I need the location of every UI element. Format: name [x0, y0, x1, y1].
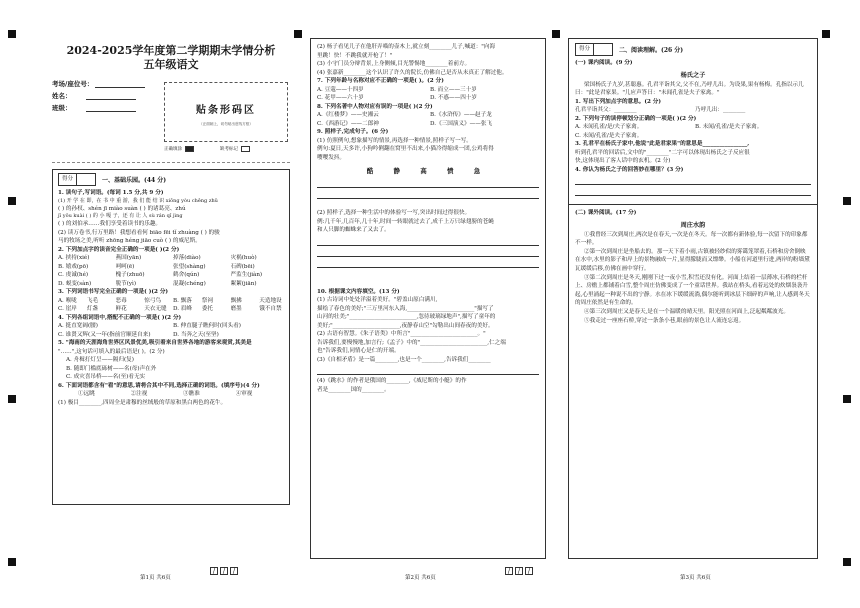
registration-mark — [822, 30, 830, 38]
answer-line[interactable] — [317, 248, 539, 257]
pinyin-line: jī yǒu kuài ( ) 的 小 嘎 子，还 有 让 人 sù rán qǐ jìng — [58, 213, 183, 219]
page-2-footer: 第2页 共6页 — [405, 575, 436, 581]
registration-mark — [8, 30, 16, 38]
slash-box-icon: / — [515, 567, 523, 575]
passage-1-question-1: 1. 写出下列加点字的意思。(2 分) — [575, 98, 662, 105]
question-line: 山河的壮美;"________________________,忽待玻璃绿地声",描写了童年的 — [317, 314, 496, 320]
question-line: 听到孔君平的回话后,文中的"________"二字可以体现出杨氏之子反应很 — [575, 149, 750, 156]
question-3-title: 3. 下列词语书写完全正确的一项是( )(2 分) — [58, 289, 169, 295]
registration-mark — [843, 395, 851, 403]
question-10-title: 10. 根据课文内容填空。(13 分) — [317, 288, 400, 295]
check-marks — [210, 567, 238, 575]
question-line: (2) 杨子看见儿子在他肝弄喵的壶木上,就立刻________儿子,喊道："向海 — [317, 44, 496, 50]
question-line: (1) 极目________,四周全是肃穆的丝绒般的草原和黑白两色的花牛。 — [58, 399, 227, 406]
question-line: 里跳！快！不跳我就开枪了！" — [317, 52, 393, 59]
page-1-column — [52, 40, 290, 570]
section-1-heading: 一、基础乐园。(44 分) — [102, 177, 167, 184]
score-entry[interactable] — [594, 44, 612, 55]
option-row: C. 崖岸 灯盏 鲜花 天衣无缝 D. 眉峰 委托 磨墨 饿不自禁 — [58, 306, 282, 312]
slash-box-icon: / — [505, 567, 513, 575]
question-4-title: 4. 下列各组词语中,搭配不正确的一项是( )(2 分) — [58, 314, 182, 321]
option-line: C. 成灾喜吊桥——名(至)看无实 — [66, 374, 146, 380]
question-line: 例:几千年,几百年,几十年,时间一转眼就过去了,成千上万只绿翅膀的苍蝇 — [317, 218, 494, 225]
passage-paragraph: ②第一次到周庄是坐船去的。那一天下着小雨,古镇被轻纱似的雾霭笼罩着,石桥和房舍倒映在水中,水里的影子和岸上的景物融成一片,显得朦胧而又缥缈。小船在河道里行进,两岸的粉墙黛瓦缓缓后移,仿佛在画中穿行。 — [575, 248, 810, 273]
page-3-footer: 第3页 共6页 — [680, 575, 711, 581]
passage-1-text: 梁国杨氏子九岁,甚聪惠。孔君平诣其父,父不在,乃呼儿出。为设果,果有杨梅。孔指以示儿曰："此是君家果。"儿应声答曰："未闻孔雀是夫子家禽。" — [575, 81, 804, 97]
question-7-title: 7. 下列年龄与名称对应不正确的一项是( )。(2 分) — [317, 78, 444, 84]
question-line: (3) 小守门员分辩背景,上身侧倾,目光警惕地________着前方。 — [317, 61, 471, 67]
option-row: A. 喉咙 飞毛 恶毒 惊弓鸟 B. 飘落 祭祠 飘拂 天造地设 — [58, 297, 282, 304]
option-row: C. 花甲——六十岁 D. 不惑——四十岁 — [317, 95, 477, 101]
option-row: C. 谁贤又辉(又一年(指前官顺延自来) D. 当奔之天(至坚) — [58, 331, 219, 338]
student-info-block — [52, 78, 290, 158]
registration-mark — [843, 197, 851, 205]
option-row: A. 挺直宽阔(腰) B. 伸直腿子瞧何时(回头看) — [58, 323, 241, 329]
section-2-heading: 二、阅读理解。(26 分) — [619, 47, 684, 54]
option-row: B. 嬉戏(pō) 呵呵(ē) 张望(shàng) 石碑(bēi) — [58, 263, 255, 270]
slash-box-icon: / — [230, 567, 238, 575]
score-box: 得分 — [58, 173, 96, 186]
passage-1-question-2: 2. 下列句子的读停顿划分正确的一项是( )(2 分) — [575, 115, 697, 122]
registration-mark — [8, 558, 16, 566]
name-line[interactable] — [86, 92, 136, 100]
slash-box-icon: / — [220, 567, 228, 575]
question-line: 快,这体现出了客人话中的玄机。(2 分) — [575, 158, 671, 165]
answer-line[interactable] — [317, 190, 539, 199]
answer-line[interactable] — [575, 187, 811, 196]
class-line[interactable] — [86, 104, 136, 112]
option-row: A. 挟持(xié) 燕国(yān) 掉落(diào) 灾祸(huò) — [58, 255, 257, 261]
question-line: (4)《跳水》的作者是俄国的________,《威尼斯的小艇》的作 — [317, 378, 467, 384]
part-2-heading: (二) 课外阅读。(17 分) — [575, 210, 637, 217]
section-1-frame — [52, 169, 290, 505]
part-1-heading: (一) 课内阅读。(9 分) — [575, 60, 633, 66]
question-1-title: 1. 读句子,写词语。(每词 1.5 分,共 9 分) — [58, 190, 164, 196]
question-6-title: 6. 下面词语都含有"看"的意思,请将合其中不同,选择正确的词语。(填序号)(4 分) — [58, 382, 260, 389]
registration-mark — [843, 558, 851, 566]
question-line: (1) 仿照例句,想象描写的情景,再选择一种情景,照样子写一写。 — [317, 137, 472, 144]
option-row: A. 豆蔻——十四岁 B. 而立——三十岁 — [317, 86, 477, 93]
pinyin-line: (1) 开 学 在 即，在 书 中 重 游，我 们 能 结 识 xiōng yòu chěng zhǔ — [58, 197, 218, 204]
question-line: 告诉我们,要慢慢地,加言行;《孟子》中的"________________________,仁之端 — [317, 339, 506, 346]
question-line: (2) 照样子,选择一种生活中的体验写一写,突出时间过得很快。 — [317, 210, 471, 216]
seat-number-field[interactable]: 考场/座位号： — [52, 78, 290, 90]
exam-title: 2024-2025学年度第二学期期末学情分析 — [66, 44, 276, 57]
option-row: D. 蜕变(sàn) 脱节(yì) 混凝(chéng) 絮絮(jiān) — [58, 280, 257, 287]
option-row: 孔君平诣其父：________ 乃呼儿出：________ — [575, 107, 746, 114]
question-line: 马的牧场之美,听听 zhōng héng jiāo cuò ( ) 的威尼斯。 — [58, 238, 201, 244]
question-line: 也"告诉我们,同情心是仁的开端。 — [317, 348, 400, 354]
registration-mark — [294, 30, 302, 38]
fill-example — [164, 146, 250, 152]
passage-paragraph: ⑤我走过一座座石桥,穿过一条条小巷,眼前的景色让人流连忘返。 — [584, 317, 745, 324]
passage-1-title: 杨氏之子 — [680, 71, 706, 79]
question-2-title: 2. 下列加点字的读音完全正确的一项是( )(2 分) — [58, 246, 180, 253]
question-8-title: 8. 下列名著中人物对应有误的一项是( )(2 分) — [317, 103, 433, 110]
registration-mark — [8, 395, 16, 403]
barcode-area-note: （正面朝上，切勿贴出虚线方框） — [199, 122, 253, 126]
page-1-footer: 第1页 共6页 — [140, 575, 171, 581]
option-row: A. 未闻孔雀/是/夫子家禽。 B. 未闻/孔雀/是夫子家禽。 — [575, 124, 763, 131]
registration-mark — [8, 197, 16, 205]
section-1-header — [58, 173, 284, 186]
answer-line[interactable] — [317, 366, 539, 375]
question-line: 嘤嘤发抖。 — [317, 154, 345, 161]
passage-1-question-3: 3. 孔君平在杨氏子家中,他说"此是君家果"的意思是________________, — [575, 141, 750, 148]
question-line: (1) 古诗词中处处洋溢着美好。"碧盖山原白满川, — [317, 297, 438, 303]
question-line: "……",这句话可填入的最后语是( )。(2 分) — [58, 348, 165, 355]
name-field[interactable]: 姓名： — [52, 90, 290, 102]
choice-words: 酷 静 高 愤 急 — [366, 167, 490, 175]
page-2-column — [310, 38, 546, 559]
missing-mark-label: 缺考标记 — [220, 147, 238, 152]
registration-mark — [552, 30, 560, 38]
answer-line[interactable] — [317, 237, 539, 246]
question-line: 者是________国的________。 — [317, 386, 390, 393]
question-line: 和人只脚的蜘蛛来了又去了。 — [317, 227, 390, 233]
question-line: 描绘了春色的美好;"三万里河东入海,________________________"描写了 — [317, 305, 494, 312]
passage-paragraph: ①我曾经三次到周庄,两次是在春天,一次是在冬天。每一次都有新体验,每一次留下的印象都不一样。 — [575, 231, 808, 247]
passage-1-question-4: 4. 你认为杨氏之子的回答妙在哪里？(3 分) — [575, 166, 684, 173]
barcode-area-title: 贴条形码区 — [196, 105, 256, 116]
question-line: 例句:夏日,天多许,小狗吟俐翻在窝里不出来,小猫冷得缩成一团,公鸡将得 — [317, 146, 494, 152]
missing-mark-checkbox[interactable] — [241, 146, 250, 152]
score-box: 得分 — [575, 43, 613, 56]
check-marks — [505, 567, 533, 575]
question-line: (2) 古语有智慧。《朱子语类》中所言"________________________。" — [317, 331, 486, 337]
question-line: (3)《自相矛盾》是一篇________,也是一个________,告诉我们________ — [317, 356, 491, 363]
option-line: A. 舟楫打灯呈——隔归(复) — [66, 357, 134, 363]
page-3-column — [568, 38, 818, 559]
option-line: B. 随即门槛底砾树——名(母)声在外 — [66, 365, 157, 372]
option-row: A.《红楼梦》——史湘云 B.《水浒传》——赵子龙 — [317, 112, 492, 118]
score-entry[interactable] — [77, 174, 95, 185]
question-line: ( ) 的孙权、shén jī miào suàn ( ) 的诸葛亮、zhú — [58, 205, 186, 212]
answer-line[interactable] — [317, 179, 539, 188]
passage-paragraph: ③第二次到周庄是冬天,刚刚下过一夜小雪,积雪还没有化。河面上结着一层薄冰,石桥的栏杆上、房檐上都铺着白雪,整个周庄仿佛变成了一个童话世界。我站在桥头,看着远处的炊烟袅袅升起,心里涌起一种说不出的宁静。水在冰下缓缓流淌,偶尔能听到冰层下细碎的声响,让人感到冬天的周庄依然是有生命的。 — [575, 274, 810, 307]
slash-box-icon: / — [210, 567, 218, 575]
option-line: C. 未闻/孔雀/是夫子家禽。 — [575, 132, 643, 139]
option-row: C.《西游记》——二郎神 D.《三国演义》——张飞 — [317, 120, 493, 127]
option-row: C. 虔诚(hé) 槐子(zhuō) 鹤舍(qún) 严监生(jiàn) — [58, 272, 263, 278]
question-line: (2) 读万卷书,行万里路！我想看看何 biāo fēi tǐ zhuàng ( ) 的骏 — [58, 229, 220, 236]
slash-box-icon: / — [525, 567, 533, 575]
fill-example-label: 正确填涂 — [164, 147, 182, 152]
passage-2-title: 周庄水韵 — [680, 221, 706, 229]
answer-line[interactable] — [317, 259, 539, 268]
question-9-title: 9. 照样子,完成句子。(6 分) — [317, 129, 389, 135]
filled-box-icon — [185, 146, 194, 152]
section-2-header — [575, 43, 811, 56]
passage-paragraph: ④第三次到周庄又是春天,是在一个温暖的晴天里。阳光照在河面上,泛起粼粼波光。 — [584, 309, 789, 316]
question-line: ( ) 的刘伯承……我们享受着读书的乐趣。 — [58, 221, 162, 227]
class-field[interactable]: 班级： — [52, 102, 290, 114]
question-5-title: 5. "海南的天涯海角世界区风景优美,吸引着来自世界各地的游客来观赏,其美是 — [58, 340, 252, 346]
question-line: 美好;"________________________,夜静春山空"勾勒出山间春夜的美好。 — [317, 322, 494, 329]
barcode-area — [164, 82, 288, 142]
exam-subtitle: 五年级语文 — [143, 58, 199, 71]
question-line: (4) 张嘉新________这个认识了许久的院长,仿佛自己是否从未真正了解过他。 — [317, 69, 508, 76]
answer-line[interactable] — [575, 176, 811, 185]
divider — [52, 162, 290, 163]
seat-number-line[interactable] — [95, 80, 145, 88]
option-row: ①远眺 ②注视 ③瞧准 ④审视 — [78, 391, 253, 397]
